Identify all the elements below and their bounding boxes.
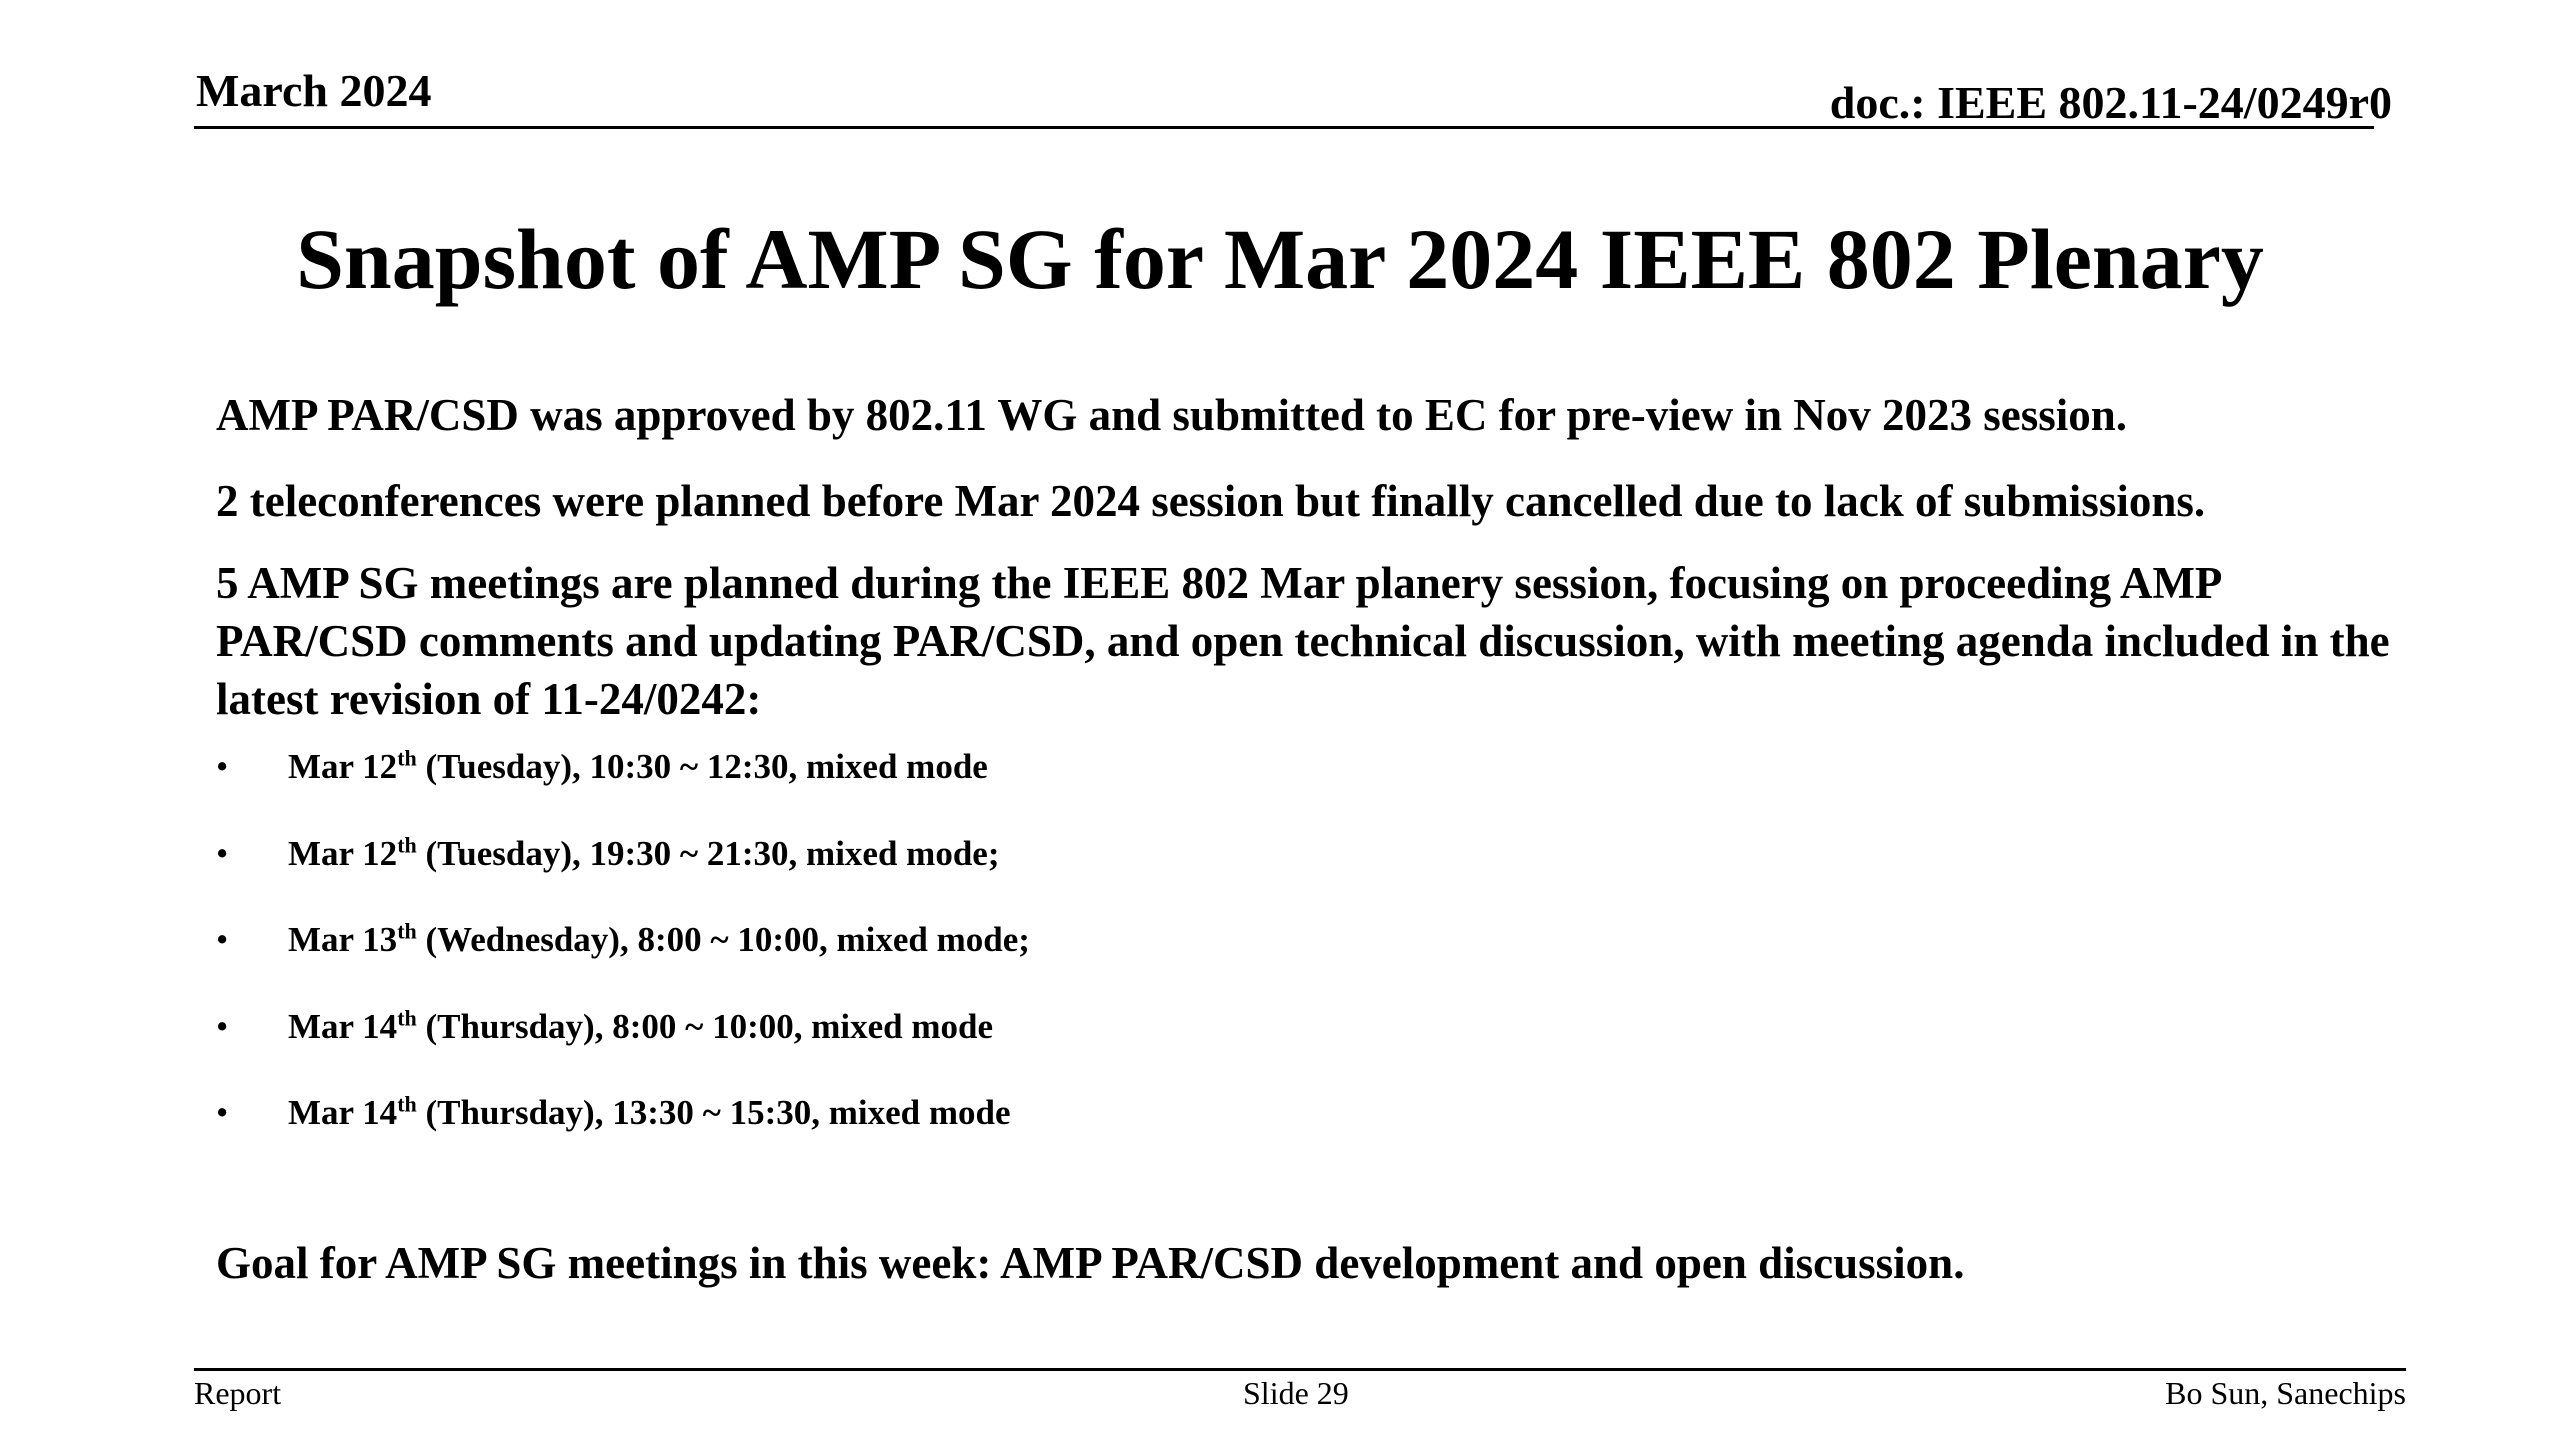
header-date: March 2024 — [196, 65, 432, 116]
meeting-text — [288, 1004, 993, 1050]
footer-report-label: Report — [194, 1375, 282, 1411]
bullet-icon: • — [216, 833, 229, 873]
footer-author: Bo Sun, Sanechips — [2165, 1375, 2406, 1411]
meeting-day-suffix: th — [397, 831, 417, 857]
footer-slide-number: Slide 29 — [1243, 1375, 1349, 1411]
meeting-details: (Tuesday), 19:30 ~ 21:30, mixed mode; — [416, 833, 1000, 873]
meeting-day: Mar 12 — [288, 833, 398, 873]
meeting-day-suffix: th — [397, 745, 417, 771]
slide-title: Snapshot of AMP SG for Mar 2024 IEEE 802 Plenary — [296, 211, 2264, 307]
meeting-text — [288, 831, 999, 877]
footer-divider — [194, 1368, 2406, 1371]
bullet-icon: • — [216, 1093, 229, 1132]
paragraph-meetings-planned: 5 AMP SG meetings are planned during the IEEE 802 Mar planery session, focusing on proceeding AMP PAR/CSD comments and updating PAR/CSD, and open technical discussion, with meeting agenda included in the latest revision of 11-24/0242: — [216, 558, 2390, 724]
header-doc-number: doc.: IEEE 802.11-24/0249r0 — [1829, 77, 2392, 128]
meeting-day-suffix: th — [397, 1091, 417, 1117]
paragraph-par-approval: AMP PAR/CSD was approved by 802.11 WG and submitted to EC for pre-view in Nov 2023 session. — [216, 390, 2128, 440]
meeting-details: (Thursday), 13:30 ~ 15:30, mixed mode — [416, 1093, 1011, 1132]
bullet-icon: • — [216, 920, 229, 959]
meeting-text — [288, 917, 1030, 963]
meeting-day: Mar 14 — [288, 1093, 398, 1132]
bullet-icon: • — [216, 1006, 229, 1046]
meeting-day: Mar 14 — [288, 1006, 398, 1046]
meeting-day-suffix: th — [397, 1004, 417, 1030]
header-divider — [194, 126, 2374, 129]
meeting-details: (Tuesday), 10:30 ~ 12:30, mixed mode — [416, 747, 988, 786]
meeting-details: (Wednesday), 8:00 ~ 10:00, mixed mode; — [416, 920, 1030, 959]
meeting-text — [288, 744, 988, 790]
paragraph-goal: Goal for AMP SG meetings in this week: AMP PAR/CSD development and open discussion. — [216, 1238, 1965, 1288]
meeting-day-suffix: th — [397, 918, 417, 944]
meeting-day: Mar 12 — [288, 747, 398, 786]
paragraph-teleconferences: 2 teleconferences were planned before Mar 2024 session but finally cancelled due to lack of submissions. — [216, 476, 2206, 526]
bullet-icon: • — [216, 747, 229, 786]
meeting-day: Mar 13 — [288, 920, 398, 959]
meeting-details: (Thursday), 8:00 ~ 10:00, mixed mode — [416, 1006, 994, 1046]
meeting-text — [288, 1090, 1011, 1136]
